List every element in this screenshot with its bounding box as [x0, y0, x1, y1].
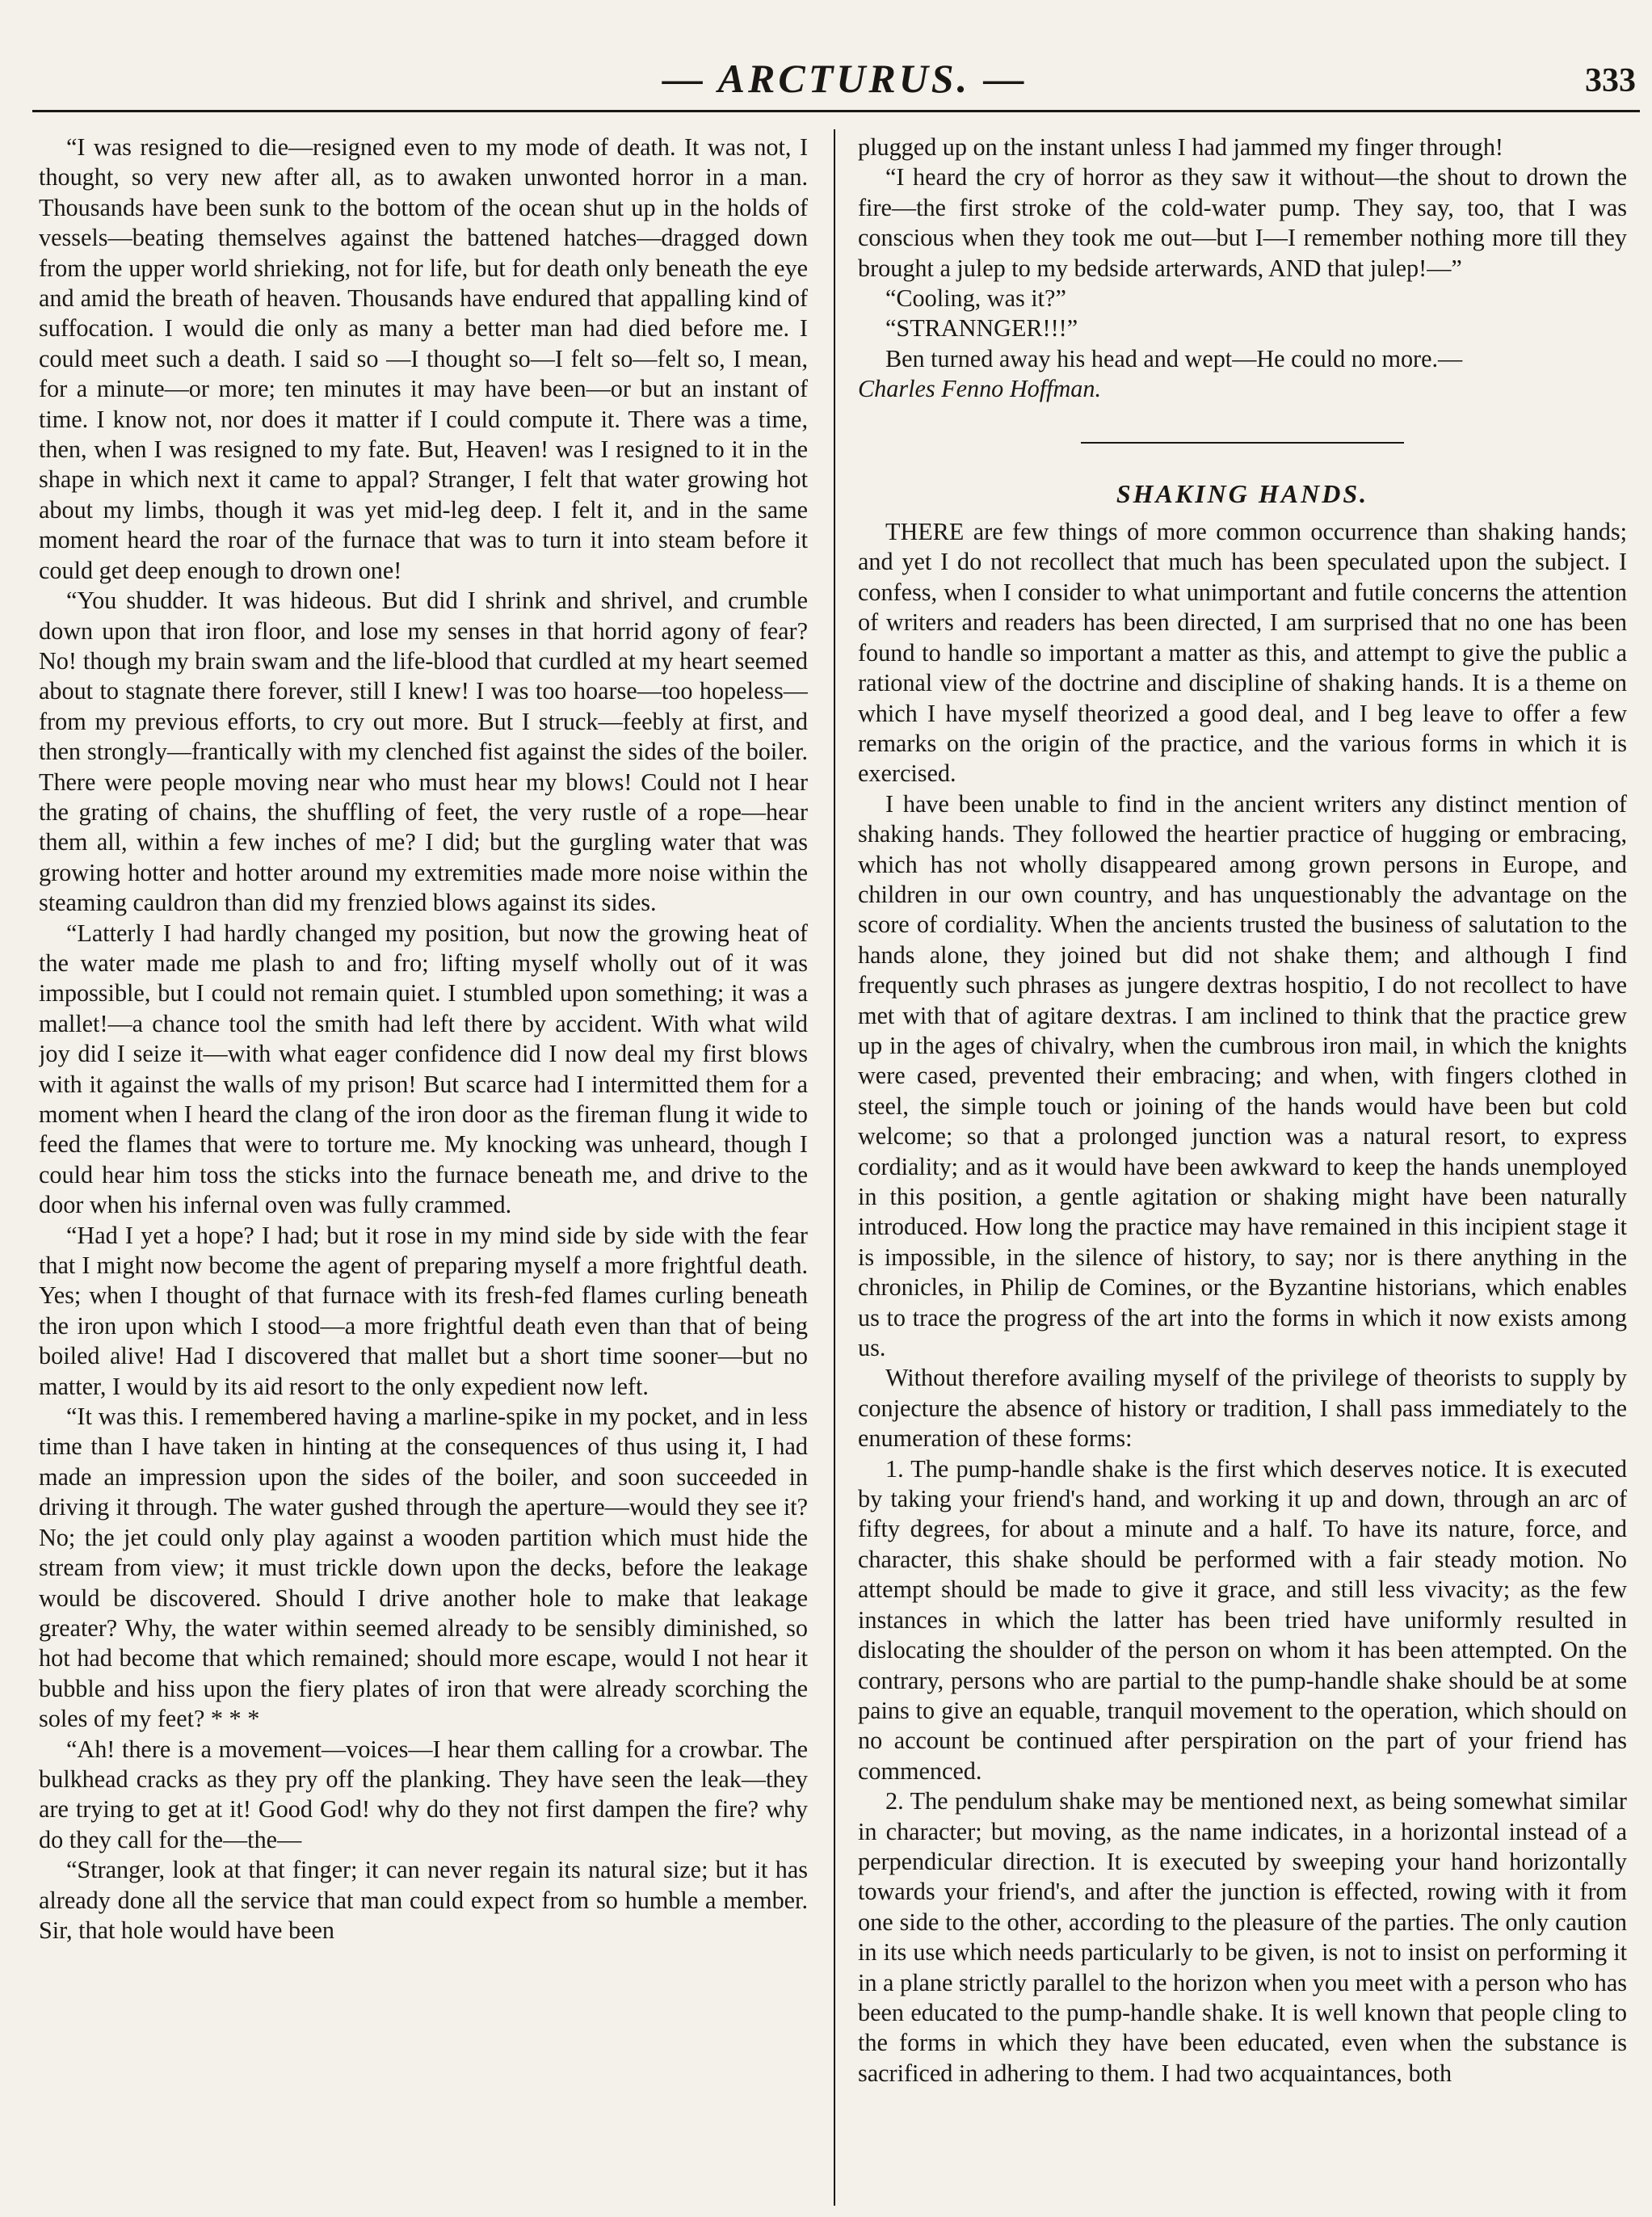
- paragraph: 2. The pendulum shake may be mentioned next, as being somewhat similar in character; but moving, as the name indicates, in a horizontal instead of a perpendicular direction. It is executed by sweeping your hand horizontally towards your friend's, and after the junction is effected, rowing with it from one side to the other, according to the pleasure of the parties. The only caution in its use which needs particularly to be given, is not to insist on performing it in a plane strictly parallel to the horizon when you meet with a person who has been educated to the pump-handle shake. It is well known that people cling to the forms in which they have been educated, even when the substance is sacrificed in adhering to them. I had two acquaintances, both: [858, 1787, 1627, 2087]
- page-number: 333: [1585, 62, 1636, 99]
- header-rule: [32, 110, 1640, 112]
- paragraph: “STRANNGER!!!”: [885, 314, 1078, 343]
- paragraph: THERE are few things of more common occurrence than shaking hands; and yet I do not recollect that much has been speculated upon the subject. I confess, when I consider to what unimportant and futile concerns the attention of writers and readers has been directed, I am surprised that no one has been found to handle so important a matter as this, and attempt to give the public a rational view of the doctrine and discipline of shaking hands. It is a theme on which I have myself theorized a good deal, and I beg leave to offer a few remarks on the origin of the practice, and the various forms in which it is exercised.: [858, 518, 1627, 788]
- paragraph: “I was resigned to die—resigned even to my mode of death. It was not, I thought, so very new after all, as to awaken unwonted horror in a man. Thousands have been sunk to the bottom of the ocean shut up in the holds of vessels—beating themselves against the battened hatches—dragged down from the upper world shrieking, not for life, but for death only beneath the eye and amid the breath of heaven. Thousands have endured that appalling kind of suffocation. I would die only as many a better man had died before me. I could meet such a death. I said so —I thought so—I felt so—felt so, I mean, for a minute—or more; ten minutes it may have been—or but an instant of time. I know not, nor does it matter if I could compute it. There was a time, then, when I was resigned to my fate. But, Heaven! was I resigned to it in the shape in which next it came to appal? Stranger, I felt that water growing hot about my limbs, though it was yet mid-leg deep. I felt it, and in the same moment heard the roar of the furnace that was to turn it into steam before it could get deep enough to drown one!: [39, 133, 808, 584]
- paragraph: 1. The pump-handle shake is the first which deserves notice. It is executed by taking your friend's hand, and working it up and down, through an arc of fifty degrees, for about a minute and a half. To have its nature, force, and character, this shake should be performed with a fair steady motion. No attempt should be made to give it grace, and still less vivacity; as the few instances in which the latter has been tried have uniformly resulted in dislocating the shoulder of the person on whom it has been attempted. On the contrary, persons who are partial to the pump-handle shake should be at some pains to give an equable, tranquil movement to the operation, which should on no account be continued after perspiration on the part of your friend has commenced.: [858, 1454, 1627, 1785]
- paragraph: “You shudder. It was hideous. But did I shrink and shrivel, and crumble down upon that iron floor, and lose my senses in that horrid agony of fear? No! though my brain swam and the life-blood that curdled at my heart seemed about to stagnate there forever, still I knew! I was too hoarse—too hopeless—from my previous efforts, to cry out more. But I struck—feebly at first, and then strongly—frantically with my clenched fist against the sides of the boiler. There were people moving near who must hear my blows! Could not I hear the grating of chains, the shuffling of feet, the very rustle of a rope—hear them all, within a few inches of me? I did; but the gurgling water that was growing hotter and hotter around my extremities made more noise within the steaming cauldron than did my frenzied blows against its sides.: [39, 587, 808, 917]
- paragraph: “I heard the cry of horror as they saw it without—the shout to drown the fire—the first stroke of the cold-water pump. They say, too, that I was conscious when they took me out—but I—I remember nothing more till they brought a julep to my bedside arterwards, AND that julep!—”: [858, 163, 1627, 282]
- paragraph: “It was this. I remembered having a marline-spike in my pocket, and in less time than I have taken in hinting at the consequences of thus using it, I had made an impression upon the sides of the boiler, and soon succeeded in driving it through. The water gushed through the aperture—would they see it? No; the jet could only play against a wooden partition which must hide the stream from view; it must trickle down upon the decks, before the leakage would be discovered. Should I drive another hole to make that leakage greater? Why, the water within seemed already to be sensibly diminished, so hot had become that which remained; should more escape, would I not hear it bubble and hiss upon the fiery plates of iron that were already scorching the soles of my feet? * * *: [39, 1403, 808, 1733]
- paragraph: Without therefore availing myself of the privilege of theorists to supply by conjecture the absence of history or tradition, I shall pass immediately to the enumeration of these forms:: [858, 1364, 1627, 1453]
- author-attribution: Charles Fenno Hoffman.: [858, 375, 1102, 403]
- paragraph: Ben turned away his head and wept—He could no more.—: [885, 344, 1463, 372]
- page-header: [0, 0, 1652, 105]
- running-title: — ARCTURUS. —: [662, 56, 1028, 101]
- paragraph: “Ah! there is a movement—voices—I hear them calling for a crowbar. The bulkhead cracks as they pry off the planking. They have seen the leak—they are trying to get at it! Good God! why do they not first dampen the fire? why do they call for the—the—: [39, 1735, 808, 1853]
- section-title: SHAKING HANDS.: [1116, 478, 1369, 508]
- column-divider: [834, 129, 835, 2206]
- paragraph: “Latterly I had hardly changed my position, but now the growing heat of the water made me plash to and fro; lifting myself wholly out of it was impossible, but I could not remain quiet. I stumbled upon something; it was a mallet!—a chance tool the smith had left there by accident. With what wild joy did I seize it—with what eager confidence did I now deal my first blows with it against the walls of my prison! But scarce had I intermitted them for a moment when I heard the clang of the iron door as the fireman flung it wide to feed the flames that were to torture me. My knocking was unheard, though I could hear him toss the sticks into the furnace beneath me, and drive to the door when his infernal oven was fully crammed.: [39, 919, 808, 1219]
- paragraph: “Had I yet a hope? I had; but it rose in my mind side by side with the fear that I might now become the agent of preparing myself a more frightful death. Yes; when I thought of that furnace with its fresh-fed flames curling beneath the iron upon which I stood—a more frightful death even than that of being boiled alive! Had I discovered that mallet but a short time sooner—but no matter, I would by its aid resort to the only expedient now left.: [39, 1221, 808, 1400]
- paragraph: I have been unable to find in the ancient writers any distinct mention of shaking hands. They followed the heartier practice of hugging or embracing, which has not wholly disappeared among grown persons in Europe, and children in our own country, and has unquestionably the advantage on the score of cordiality. When the ancients trusted the business of salutation to the hands alone, they joined but did not shake them; and although I find frequently such phrases as jungere dextras hospitio, I do not recollect to have met with that of agitare dextras. I am inclined to think that the practice grew up in the ages of chivalry, when the cumbrous iron mail, in which the knights were cased, prevented their embracing; and when, with fingers clothed in steel, the simple touch or joining of the hands would have been but cold welcome; so that a prolonged junction was a natural resort, to express cordiality; and as it would have been awkward to keep the hands unemployed in this position, a gentle agitation or shaking might have been naturally introduced. How long the practice may have remained in this incipient stage it is impossible, in the silence of history, to say; nor is there anything in the chronicles, in Philip de Comines, or the Byzantine historians, which enables us to trace the progress of the art into the forms in which it now exists among us.: [858, 789, 1627, 1362]
- paragraph: “Cooling, was it?”: [885, 284, 1066, 313]
- left-column: [39, 133, 808, 2201]
- paragraph: plugged up on the instant unless I had jammed my finger through!: [858, 133, 1503, 161]
- right-column: [858, 133, 1627, 2201]
- section-divider: [1081, 442, 1404, 444]
- paragraph: “Stranger, look at that finger; it can never regain its natural size; but it has already done all the service that man could expect from so humble a member. Sir, that hole would have been: [39, 1856, 808, 1944]
